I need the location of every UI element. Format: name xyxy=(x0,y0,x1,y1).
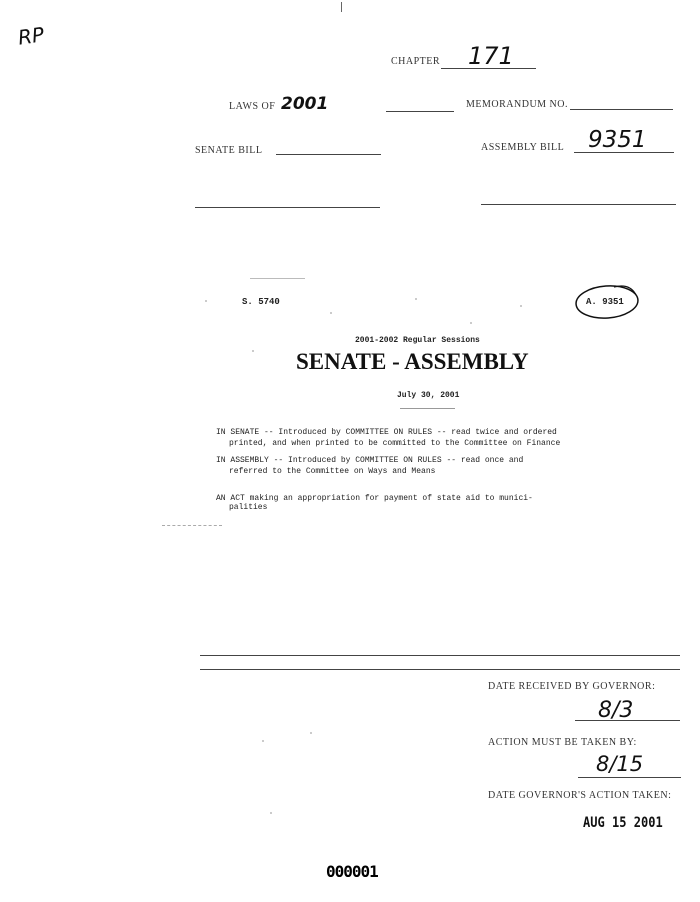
assembly-bill-label: ASSEMBLY BILL xyxy=(481,142,565,153)
assembly-bill-value: 9351 xyxy=(588,127,647,153)
senate-bill-line xyxy=(276,154,381,155)
senate-intro-line-2: printed, and when printed to be committed to the Committee on Finance xyxy=(229,439,561,448)
assembly-bill-line xyxy=(574,152,674,153)
date-received-line xyxy=(575,720,680,721)
laws-value: 2001 xyxy=(281,94,329,114)
bill-title: SENATE - ASSEMBLY xyxy=(296,349,529,374)
date-underline xyxy=(400,408,455,409)
scan-speck xyxy=(252,350,254,352)
date-received-value: 8/3 xyxy=(598,698,634,723)
action-taken-stamp: AUG 15 2001 xyxy=(583,815,663,831)
chapter-label: CHAPTER xyxy=(391,56,441,67)
bill-date: July 30, 2001 xyxy=(397,391,460,400)
top-tick-mark xyxy=(341,2,342,12)
scan-speck xyxy=(270,812,272,814)
memorandum-line xyxy=(570,109,673,110)
date-received-label: DATE RECEIVED BY GOVERNOR: xyxy=(488,681,656,692)
scan-speck xyxy=(470,322,472,324)
laws-line xyxy=(386,111,454,112)
assembly-intro-line-1: IN ASSEMBLY -- Introduced by COMMITTEE ON RULES -- read once and xyxy=(216,456,524,465)
session-label: 2001-2002 Regular Sessions xyxy=(355,336,480,345)
handwritten-initials: RP xyxy=(16,22,46,50)
laws-label: LAWS OF xyxy=(229,101,276,112)
scan-speck xyxy=(330,312,332,314)
act-line-1: AN ACT making an appropriation for payment of state aid to munici- xyxy=(216,494,533,503)
scan-speck xyxy=(310,732,312,734)
action-taken-label: DATE GOVERNOR'S ACTION TAKEN: xyxy=(488,790,672,801)
chapter-value: 171 xyxy=(468,42,514,70)
senate-bill-number: S. 5740 xyxy=(242,297,280,307)
action-due-line xyxy=(578,777,681,778)
action-due-value: 8/15 xyxy=(596,752,644,776)
assembly-secondary-line xyxy=(481,204,676,205)
divider-line-top xyxy=(200,655,680,656)
page-number-stamp: 000001 xyxy=(326,862,378,881)
chapter-line xyxy=(441,68,536,69)
senate-bill-label: SENATE BILL xyxy=(195,145,263,156)
scan-speck xyxy=(415,298,417,300)
act-line-2: palities xyxy=(229,503,268,512)
senate-secondary-line xyxy=(195,207,380,208)
scan-artifact-line xyxy=(250,278,305,279)
memorandum-label: MEMORANDUM NO. xyxy=(466,99,569,110)
action-due-label: ACTION MUST BE TAKEN BY: xyxy=(488,737,637,748)
assembly-intro-line-2: referred to the Committee on Ways and Means xyxy=(229,467,436,476)
scan-speck xyxy=(262,740,264,742)
assembly-bill-number: A. 9351 xyxy=(586,297,624,307)
senate-intro-line-1: IN SENATE -- Introduced by COMMITTEE ON RULES -- read twice and ordered xyxy=(216,428,557,437)
divider-line-bottom xyxy=(200,669,680,670)
faint-rule xyxy=(162,525,222,526)
scan-speck xyxy=(205,300,207,302)
scan-speck xyxy=(520,305,522,307)
